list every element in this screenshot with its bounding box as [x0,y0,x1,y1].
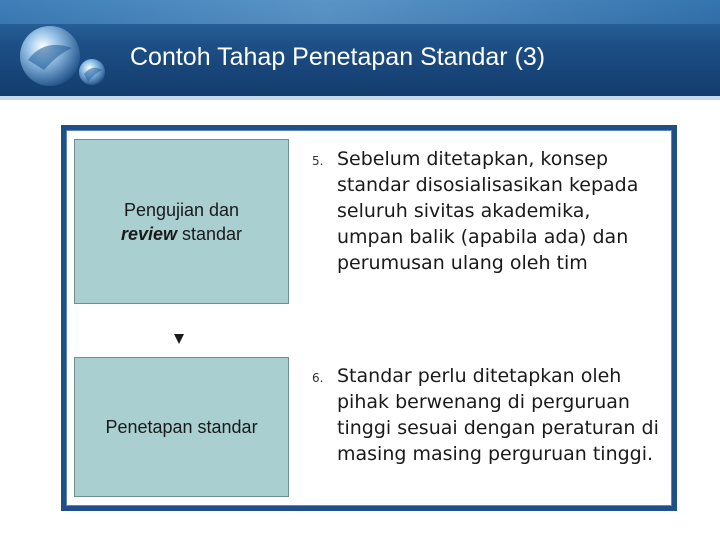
slide-title: Contoh Tahap Penetapan Standar (3) [130,43,546,71]
step-box-label-line: Pengujian dan [123,199,240,220]
step-description-text: Sebelum ditetapkan, konsep standar disosialisasikan kepada seluruh sivitas akademika, umpan balik (apabila ada) dan perumusan ulang oleh tim [337,148,639,274]
globe-logo-icon [14,18,110,94]
step-description-6 [312,363,662,467]
step-number: 5. [312,154,324,168]
step-box-label: Penetapan standar [105,417,258,437]
step-number: 6. [312,371,324,385]
arrow-down-icon [174,334,184,344]
step-description-5 [312,146,662,276]
step-box-label-line: standar [182,223,243,244]
step-box-label-emphasis: review [120,223,177,244]
header-divider [0,96,720,100]
step-description-text: Standar perlu ditetapkan oleh pihak berwenang di perguruan tinggi sesuai dengan peraturan di masing masing perguruan tinggi. [337,365,659,465]
step-box-label [121,198,242,246]
step-box-review [74,139,289,304]
step-box-penetapan [74,357,289,497]
